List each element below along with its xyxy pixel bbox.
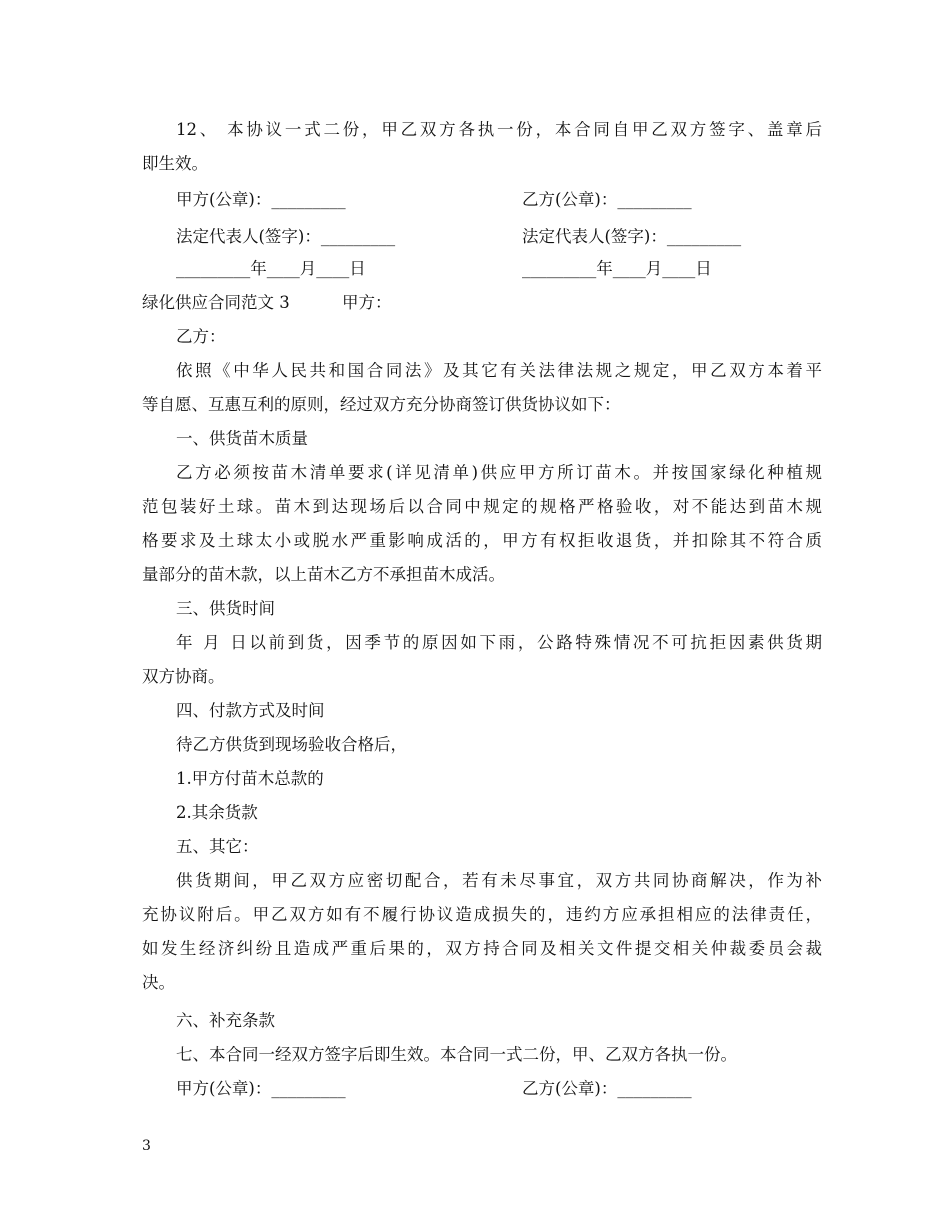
preamble-line-2: 等自愿、互惠互利的原则，经过双方充分协商签订供货协议如下： [142, 395, 621, 414]
contract-title: 绿化供应合同范文 3 [142, 293, 290, 312]
party-a-seal-field: 甲方(公章)：_________ [176, 190, 346, 209]
section-4-item-1: 1.甲方付苗木总款的 [176, 769, 324, 788]
party-b-seal-field-2: 乙方(公章)：_________ [522, 1079, 692, 1098]
section-3-heading: 三、供货时间 [176, 599, 275, 618]
section-4-item-2: 2.其余货款 [176, 803, 258, 822]
party-b-representative-field: 法定代表人(签字)：_________ [522, 227, 742, 246]
section-5-heading: 五、其它： [176, 837, 259, 856]
representative-row [176, 226, 856, 248]
section-3-line-1: 年 月 日以前到货，因季节的原因如下雨，公路特殊情况不可抗拒因素供货期 [176, 633, 822, 652]
contract-title-row [142, 292, 822, 314]
date-row [176, 258, 856, 280]
page-number: 3 [142, 1138, 151, 1154]
clause-12-line-1: 12、 本协议一式二份，甲乙双方各执一份，本合同自甲乙双方签字、盖章后 [176, 120, 822, 139]
party-b-seal-field: 乙方(公章)：_________ [522, 190, 692, 209]
section-1-line-2: 范包装好土球。苗木到达现场后以合同中规定的规格严格验收，对不能达到苗木规 [142, 497, 822, 516]
party-b-date-field: _________年____月____日 [522, 259, 712, 278]
section-6-heading: 六、补充条款 [176, 1011, 275, 1030]
section-1-heading: 一、供货苗木质量 [176, 429, 308, 448]
party-a-label: 甲方： [342, 293, 392, 312]
signature-row-2 [176, 1078, 856, 1100]
section-1-line-4: 量部分的苗木款，以上苗木乙方不承担苗木成活。 [142, 565, 505, 584]
signature-row-1 [176, 189, 856, 211]
section-7-heading: 七、本合同一经双方签字后即生效。本合同一式二份，甲、乙双方各执一份。 [176, 1045, 737, 1064]
section-4-heading: 四、付款方式及时间 [176, 701, 325, 720]
party-a-representative-field: 法定代表人(签字)：_________ [176, 227, 396, 246]
section-1-line-1: 乙方必须按苗木清单要求(详见清单)供应甲方所订苗木。并按国家绿化种植规 [176, 463, 822, 482]
section-3-line-2: 双方协商。 [142, 667, 225, 686]
section-5-line-1: 供货期间，甲乙双方应密切配合，若有未尽事宜，双方共同协商解决，作为补 [176, 871, 822, 890]
preamble-line-1: 依照《中华人民共和国合同法》及其它有关法律法规之规定，甲乙双方本着平 [176, 361, 822, 380]
party-a-date-field: _________年____月____日 [176, 259, 366, 278]
section-5-line-4: 决。 [142, 973, 175, 992]
section-5-line-3: 如发生经济纠纷且造成严重后果的，双方持合同及相关文件提交相关仲裁委员会裁 [142, 939, 822, 958]
section-4-line-1: 待乙方供货到现场验收合格后， [176, 735, 407, 754]
section-5-line-2: 充协议附后。甲乙双方如有不履行协议造成损失的，违约方应承担相应的法律责任， [142, 905, 822, 924]
clause-12-line-2: 即生效。 [142, 154, 208, 173]
party-b-label: 乙方： [176, 327, 226, 346]
section-1-line-3: 格要求及土球太小或脱水严重影响成活的，甲方有权拒收退货，并扣除其不符合质 [142, 531, 822, 550]
party-a-seal-field-2: 甲方(公章)：_________ [176, 1079, 346, 1098]
